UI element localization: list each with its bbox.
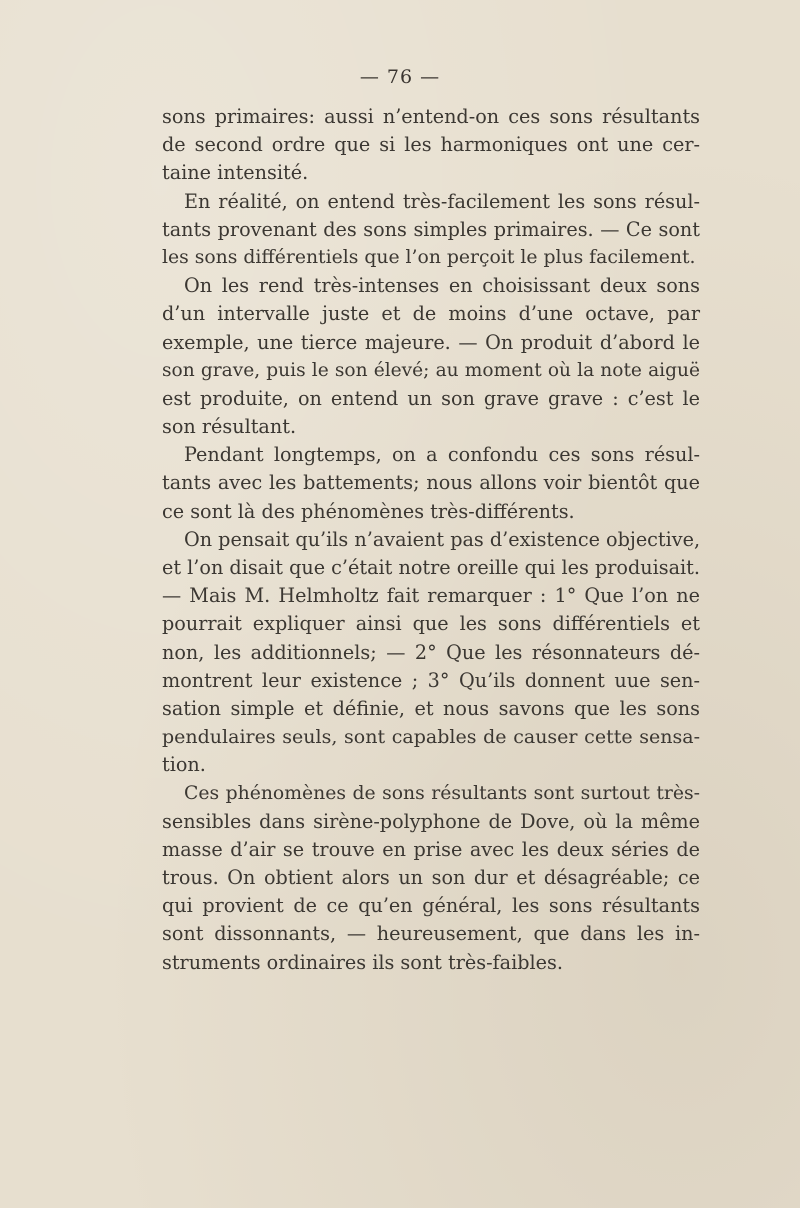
text-line: d’un intervalle juste et de moins d’une octave, par <box>162 302 700 326</box>
page-number: — 76 — <box>359 66 441 88</box>
text-line: — Mais M. Helmholtz fait remarquer : 1° Que l’on ne <box>162 584 700 608</box>
text-line: En réalité, on entend très-facilement les sons résul- <box>184 189 700 213</box>
text-line: taine intensité. <box>162 161 309 185</box>
text-line: exemple, une tierce majeure. — On produit d’abord le <box>162 330 700 354</box>
text-line: masse d’air se trouve en prise avec les deux séries de <box>162 837 700 861</box>
text-line: tants provenant des sons simples primaires. — Ce sont <box>162 217 700 241</box>
text-line: est produite, on entend un son grave grave : c’est le <box>162 386 700 410</box>
text-line: sation simple et définie, et nous savons que les sons <box>162 696 700 720</box>
text-line: son grave, puis le son élevé; au moment où la note aiguë <box>162 359 700 381</box>
text-line: et l’on disait que c’était notre oreille qui les produisait. <box>162 556 700 579</box>
text-line: les sons différentiels que l’on perçoit le plus facilement. <box>162 246 696 268</box>
text-line: sont dissonnants, — heureusement, que dans les in- <box>162 922 700 946</box>
text-line: son résultant. <box>162 415 297 439</box>
text-line: qui provient de ce qu’en général, les sons résultants <box>162 894 700 918</box>
text-line: pendulaires seuls, sont capables de causer cette sensa- <box>162 726 700 749</box>
text-line: Pendant longtemps, on a confondu ces sons résul- <box>184 443 700 467</box>
text-line: pourrait expliquer ainsi que les sons différentiels et <box>162 612 700 636</box>
body-text <box>162 103 700 977</box>
text-line: trous. On obtient alors un son dur et désagréable; ce <box>162 866 700 890</box>
text-line: montrent leur existence ; 3° Qu’ils donnent uue sen- <box>162 668 700 692</box>
text-line: sensibles dans sirène-polyphone de Dove, où la même <box>162 809 700 833</box>
text-line: struments ordinaires ils sont très-faibles. <box>162 950 563 974</box>
text-line: non, les additionnels; — 2° Que les résonnateurs dé- <box>162 640 700 664</box>
text-line: sons primaires: aussi n’entend-on ces sons résultants <box>162 105 700 128</box>
text-line: de second ordre que si les harmoniques ont une cer- <box>162 133 700 157</box>
text-line: tion. <box>162 753 206 777</box>
text-line: On les rend très-intenses en choisissant deux sons <box>184 274 700 298</box>
text-line: tants avec les battements; nous allons voir bientôt que <box>162 471 700 495</box>
text-line: ce sont là des phénomènes très-différents. <box>162 499 575 523</box>
text-line: On pensait qu’ils n’avaient pas d’existence objective, <box>184 527 701 551</box>
text-line: Ces phénomènes de sons résultants sont surtout très- <box>184 782 700 804</box>
